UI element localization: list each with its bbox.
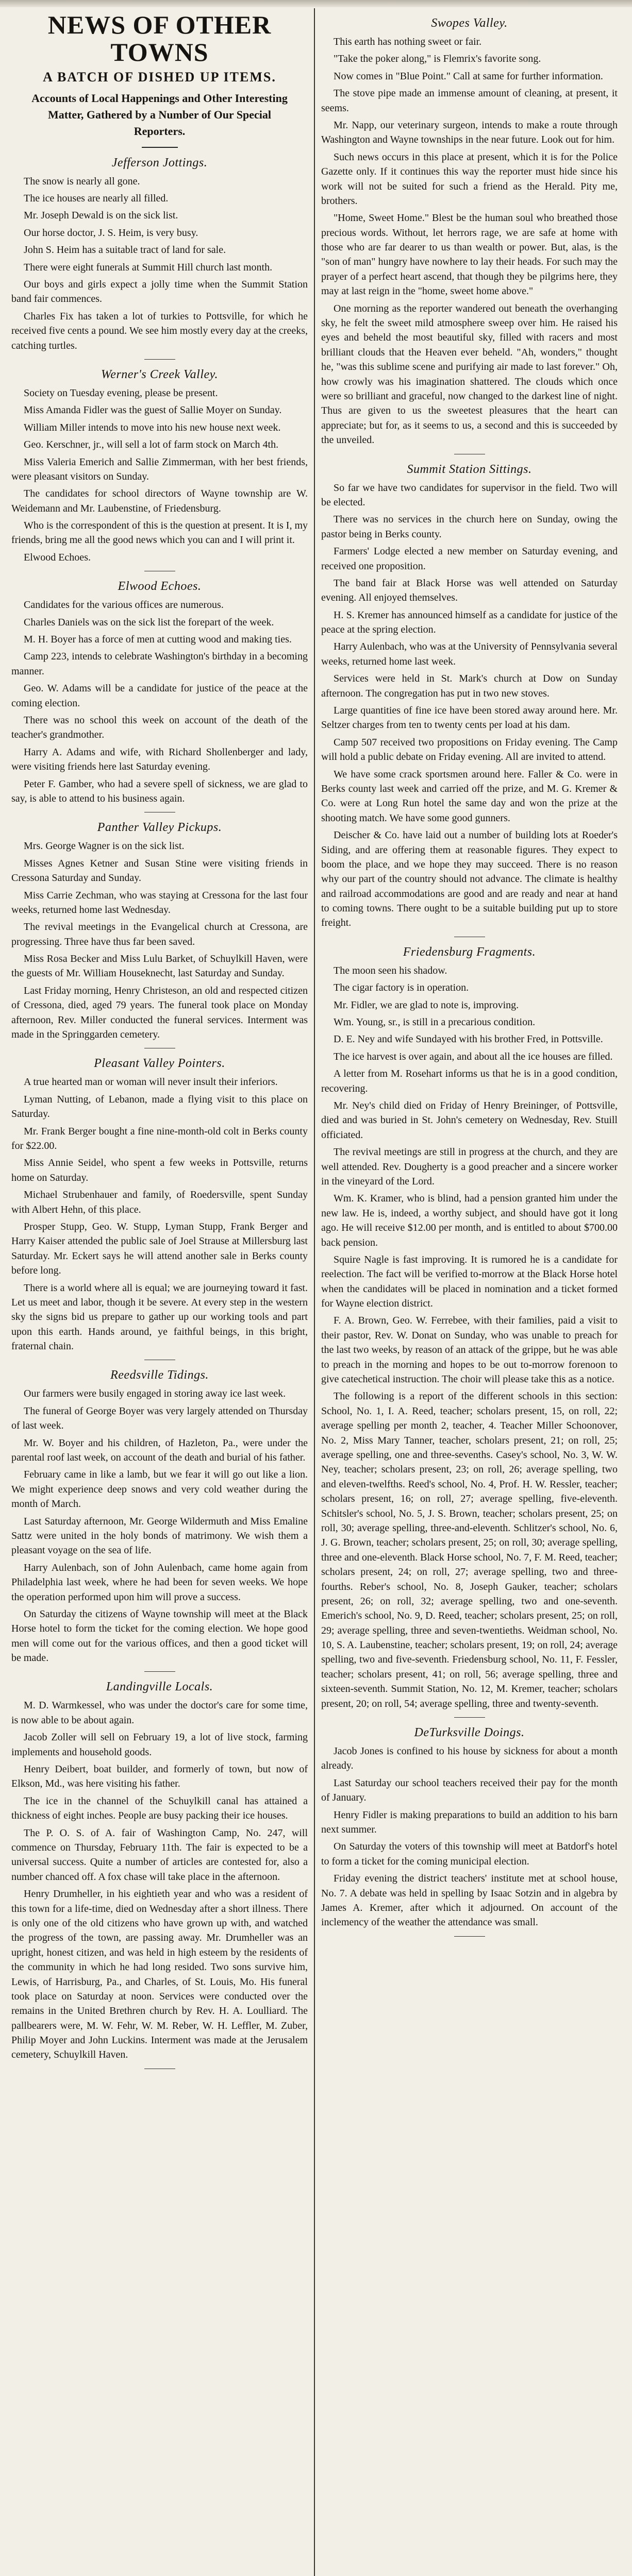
news-item: Such news occurs in this place at present, which it is for the Police Gazette only. If it continues this way the reporter must hide since his work will not be suited for such a friend as the Herald. Pity me, brothers. [321, 151, 618, 207]
news-item: On Saturday the voters of this township will meet at Batdorf's hotel to form a ticket for the coming municipal election. [321, 1841, 618, 1867]
news-item: Last Saturday our school teachers received their pay for the month of January. [321, 1777, 618, 1804]
right-sections [321, 16, 618, 1937]
news-item: Miss Annie Seidel, who spent a few weeks in Pottsville, returns home on Saturday. [11, 1157, 308, 1183]
section-elwood-echoes [11, 580, 308, 812]
news-item: Harry Aulenbach, who was at the University of Pennsylvania several weeks, returned home last week. [321, 641, 618, 667]
news-item: Our farmers were busily engaged in storing away ice last week. [24, 1388, 286, 1400]
section-reedsville-tidings [11, 1368, 308, 1672]
deck: Accounts of Local Happenings and Other Interesting Matter, Gathered by a Number of Our Special Reporters. [31, 92, 288, 138]
news-item: The stove pipe made an immense amount of cleaning, at present, it seems. [321, 88, 618, 114]
news-item: This earth has nothing sweet or fair. [334, 36, 482, 47]
section-swopes-valley [321, 16, 618, 454]
news-item: A true hearted man or woman will never insult their inferiors. [24, 1076, 278, 1088]
masthead: NEWS OF OTHER TOWNS [47, 10, 272, 66]
news-item: Our boys and girls expect a jolly time when the Summit Station band fair commences. [11, 279, 308, 305]
section-title: Werner's Creek Valley. [101, 367, 218, 381]
news-item: The band fair at Black Horse was well attended on Saturday evening. All enjoyed themselves. [321, 577, 618, 604]
news-item: Geo. W. Adams will be a candidate for justice of the peace at the coming election. [11, 683, 308, 709]
news-item: The P. O. S. of A. fair of Washington Camp, No. 247, will commence on Thursday, February 11th. The fair is expected to be a universal success. Quite a number of articles are contested for, also a number chanced off. A fox chase will take place in the afternoon. [11, 1827, 308, 1883]
news-item: The funeral of George Boyer was very largely attended on Thursday of last week. [11, 1405, 308, 1432]
section-divider [454, 1717, 485, 1718]
section-title: Elwood Echoes. [118, 580, 202, 594]
news-item: The ice houses are nearly all filled. [24, 193, 169, 205]
column-rule [314, 8, 315, 2576]
news-item: The ice in the channel of the Schuylkill canal has attained a thickness of eight inches. People are busy packing their ice houses. [11, 1795, 308, 1822]
news-item: Charles Fix has taken a lot of turkies to Pottsville, for which he received five cents a pound. We see him mostly every day at the creeks, catching turtles. [11, 310, 308, 351]
news-item: Mrs. George Wagner is on the sick list. [24, 840, 185, 852]
news-item: Henry Deibert, boat builder, and formerly of town, but now of Elkson, Md., was here visiting his father. [11, 1764, 308, 1790]
news-item: Last Friday morning, Henry Christeson, an old and respected citizen of Cressona, died, aged 79 years. The funeral took place on Monday afternoon, Rev. Miller conducted the funeral services. Interment was made in the Springgarden cemetery. [11, 985, 308, 1041]
left-column [6, 8, 313, 2576]
news-item: F. A. Brown, Geo. W. Ferrebee, with their families, paid a visit to their pastor, Rev. W. Donat on Sunday, who was unable to preach for the last two weeks, by reason of an attack of the grippe, but he was able to preach in the morning and hopes to be out to-morrow forenoon to give catechetical instruction. The choir will please take this as a notice. [321, 1315, 618, 1385]
section-summit-station-sittings [321, 463, 618, 937]
news-item: Society on Tuesday evening, please be present. [24, 387, 218, 399]
right-column [316, 8, 623, 2576]
news-item: Henry Drumheller, in his eightieth year and who was a resident of this town for a life-time, died on Wednesday after a short illness. There is only one of the old citizens who have grown up with, and watched the progress of the town, are passing away. Mr. Drumheller was an upright, honest citizen, and was held in high esteem by the residents of the community in which he had long resided. Two sons survive him, Lewis, of Harrisburg, Pa., and Charles, of St. Louis, Mo. His funeral took place on Saturday at noon. Services were conducted over the remains in the United Brethren church by Rev. H. A. Loulliard. The pallbearers were, M. W. Fehr, W. M. Reber, W. H. Leffler, M. Zuber, Philip Moyer and John Luckins. Interment was made at the Jerusalem cemetery, Schuylkill Haven. [11, 1888, 308, 2061]
news-item: The cigar factory is in operation. [334, 982, 469, 994]
section-title: Summit Station Sittings. [407, 462, 532, 476]
news-item: There was no school this week on account of the death of the teacher's grandmother. [11, 715, 308, 741]
news-item: Squire Nagle is fast improving. It is rumored he is a candidate for reelection. The fact will be verified to-morrow at the Black Horse hotel when the candidates will be placed in nomination and a ticket formed for Wayne election district. [321, 1253, 618, 1310]
news-item: The moon seen his shadow. [334, 964, 447, 976]
section-title: Landingville Locals. [106, 1680, 213, 1694]
news-item: February came in like a lamb, but we fear it will go out like a lion. We might experience deep snows and very cold weather during the month of March. [11, 1469, 308, 1510]
news-item: Harry Aulenbach, son of John Aulenbach, came home again from Philadelphia last week, where he had been for seven weeks. We hope the operation performed upon him will prove a success. [11, 1562, 308, 1603]
news-item: Friday evening the district teachers' institute met at school house, No. 7. A debate was held in spelling by Isaac Sotzin and in algebra by James A. Kremer, after which it adjourned. On account of the inclemency of the weather the attendance was small. [321, 1873, 618, 1928]
news-item: Services were held in St. Mark's church at Dow on Sunday afternoon. The congregation has put in two new stoves. [321, 673, 618, 699]
section-title: Friedensburg Fragments. [403, 945, 536, 959]
news-item: A letter from M. Rosehart informs us that he is in a good condition, recovering. [321, 1068, 618, 1094]
news-item: M. D. Warmkessel, who was under the doctor's care for some time, is now able to be about again. [11, 1700, 308, 1726]
news-item: The snow is nearly all gone. [24, 175, 140, 187]
news-item: Lyman Nutting, of Lebanon, made a flying visit to this place on Saturday. [11, 1093, 308, 1120]
section-title: Jefferson Jottings. [111, 156, 208, 170]
news-item: Jacob Jones is confined to his house by sickness for about a month already. [321, 1745, 618, 1772]
news-item: Large quantities of fine ice have been stored away around here. Mr. Seltzer charges from ten to twenty cents per load at his dam. [321, 705, 618, 731]
news-item: Candidates for the various offices are numerous. [24, 599, 224, 611]
column-container [6, 8, 626, 2576]
section-title: Swopes Valley. [431, 16, 508, 30]
news-item: Camp 507 received two propositions on Friday evening. The Camp will hold a public debate on Friday evening. All are invited to attend. [321, 736, 618, 763]
news-item: Henry Fidler is making preparations to build an addition to his barn next summer. [321, 1809, 618, 1835]
news-item: Jacob Zoller will sell on February 19, a lot of live stock, farming implements and household goods. [11, 1732, 308, 1758]
section-title: DeTurksville Doings. [414, 1726, 525, 1740]
news-item: Last Saturday afternoon, Mr. George Wildermuth and Miss Emaline Sattz were united in the holy bonds of matrimony. We wish them a pleasant voyage on the sea of life. [11, 1515, 308, 1556]
news-item: D. E. Ney and wife Sundayed with his brother Fred, in Pottsville. [334, 1033, 603, 1045]
news-item: Harry A. Adams and wife, with Richard Shollenberger and lady, were visiting friends here last Saturday evening. [11, 746, 308, 773]
news-item: Peter F. Gamber, who had a severe spell of sickness, we are glad to say, is able to attend to his business again. [11, 778, 308, 804]
news-item: There were eight funerals at Summit Hill church last month. [24, 261, 273, 273]
news-item: Mr. Ney's child died on Friday of Henry Breininger, of Pottsville, died and was buried in St. John's cemetery on Wednesday, Rev. Stuill officiated. [321, 1100, 618, 1141]
news-item: Miss Carrie Zechman, who was staying at Cressona for the last four weeks, returned home last Wednesday. [11, 889, 308, 916]
news-item: Miss Valeria Emerich and Sallie Zimmerman, with her best friends, were pleasant visitors on Sunday. [11, 456, 308, 482]
news-item: Camp 223, intends to celebrate Washington's birthday in a becoming manner. [11, 651, 308, 677]
news-item: Elwood Echoes. [24, 551, 91, 563]
news-item: Wm. Young, sr., is still in a precarious condition. [334, 1016, 536, 1028]
subhead: A BATCH OF DISHED UP ITEMS. [43, 70, 276, 84]
news-item: William Miller intends to move into his new house next week. [24, 421, 281, 433]
news-item: Mr. Joseph Dewald is on the sick list. [24, 210, 178, 222]
news-item: Misses Agnes Ketner and Susan Stine were visiting friends in Cressona Saturday and Sunday. [11, 857, 308, 884]
deck-divider [142, 147, 178, 148]
section-panther-valley-pickups [11, 821, 308, 1048]
left-sections [11, 156, 308, 2069]
news-item: There is a world where all is equal; we are journeying toward it fast. Let us meet and labor, though it be severe. At every step in the western sky the signs bid us prepare to gather up our working tools and part upon this earth. Hands around, ye faithful beings, in this bright, fraternal chain. [11, 1282, 308, 1352]
news-item: John S. Heim has a suitable tract of land for sale. [24, 244, 226, 256]
news-item: Prosper Stupp, Geo. W. Stupp, Lyman Stupp, Frank Berger and Harry Kaiser attended the public sale of Joel Strause at Millersburg last Saturday. Mr. Eckert says he will attend another sale in Berks county before long. [11, 1221, 308, 1277]
news-item: Our horse doctor, J. S. Heim, is very busy. [24, 227, 198, 239]
news-item: There was no services in the church here on Sunday, owing the pastor being in Berks county. [321, 514, 618, 540]
news-item: So far we have two candidates for supervisor in the field. Two will be elected. [321, 482, 618, 508]
news-item: Farmers' Lodge elected a new member on Saturday evening, and received one proposition. [321, 546, 618, 572]
section-title: Panther Valley Pickups. [97, 821, 222, 835]
news-item: M. H. Boyer has a force of men at cutting wood and making ties. [24, 634, 292, 646]
news-item: Wm. K. Kramer, who is blind, had a pension granted him under the new law. He is, indeed, a worthy subject, and should have got it long ago. He will receive $12.00 per month, and is entitled to about $700.00 back pension. [321, 1193, 618, 1248]
news-item: Michael Strubenhauer and family, of Roedersville, spent Sunday with Albert Hehn, of this place. [11, 1189, 308, 1215]
news-item: Mr. Frank Berger bought a fine nine-month-old colt in Berks county for $22.00. [11, 1125, 308, 1151]
news-item: The candidates for school directors of Wayne township are W. Weidemann and Mr. Laubenstine, of Friedensburg. [11, 488, 308, 514]
news-item: Mr. Fidler, we are glad to note is, improving. [334, 999, 519, 1011]
news-item: The revival meetings are still in progress at the church, and they are well attended. Rev. Dougherty is a good preacher and a sincere worker in the vineyard of the Lord. [321, 1146, 618, 1187]
news-item: "Take the poker along," is Flemrix's favorite song. [334, 53, 541, 65]
section-landingville-locals [11, 1680, 308, 2069]
section-divider [144, 1671, 175, 1672]
news-item: H. S. Kremer has announced himself as a candidate for justice of the peace at the spring election. [321, 609, 618, 636]
section-friedensburg-fragments [321, 945, 618, 1718]
news-item: "Home, Sweet Home." Blest be the human soul who breathed those precious words. Without, let herrors rage, we are safe at home with those who are far dearer to us than wealth or power. But, alas, is the "son of man" hungry have nowhere to lay their heads. For such may the prayer of a perfect heart ascend, that though they be pilgrims here, they may at last reign in the "home, sweet home above." [321, 212, 618, 297]
section-deturksville-doings [321, 1726, 618, 1937]
page-top-edge [0, 0, 632, 7]
section-divider [454, 1936, 485, 1937]
news-item: The following is a report of the different schools in this section: School, No. 1, I. A. Reed, teacher; scholars present, 15, on roll, 22; average spelling per month 2, teacher, 4. Teacher Miller Schoonover, No. 2, Miss Mary Tanner, teacher, scholars present, 21; on roll, 25; average spelling, one and three-sevenths. Casey's school, No. 3, W. W. Ney, teacher; scholars present, 23; on roll, 26; average spelling, two and eleven-twelfths. Reed's school, No. 4, Prof. H. W. Ressler, teacher; scholars present, 16; on roll, 27; average spelling, five-eleventh. Schitsler's school, No. 5, J. S. Brown, teacher; scholars present, 25; on roll, 30; average spelling, three-and-eleventh. Schlitzer's school, No. 6, J. G. Brown, teacher; scholars present, 25; on roll, 30; average spelling, three and one-eleventh. Black Horse school, No. 7, F. M. Reed, teacher; scholars present, 24; on roll, 27; average spelling, two and three-fourths. Reber's school, No. 8, Joseph Gauker, teacher; scholars present, 26; on roll, 32; average spelling, two and one-seventh. Emerich's school, No. 9, D. Reed, teacher; scholars present, 25; on roll, 29; average spelling, three and seven-twentieths. Weidman school, No. 10, S. A. Laubenstine, teacher; scholars present, 19; on roll, 24; average spelling, two and five-seventh. Friedensburg school, No. 11, F. Fessler, teacher; scholars present, 41; on roll, 56; average spelling, three and sixteen-seventh. Summit Station, No. 12, M. Kremer, teacher; scholars present, 20; on roll, 54; average spelling, three and twenty-seventh. [321, 1391, 618, 1709]
news-item: We have some crack sportsmen around here. Faller & Co. were in Berks county last week and carried off the prize, and M. G. Kremer & Co. were at Long Run hotel the same day and won the prize at the shooting match. We have some good gunners. [321, 768, 618, 824]
news-item: The ice harvest is over again, and about all the ice houses are filled. [334, 1050, 613, 1062]
section-werner-s-creek-valley [11, 368, 308, 571]
news-item: Who is the correspondent of this is the question at present. It is I, my friends, bring me all the good news which you can and I will print it. [11, 520, 308, 546]
news-item: One morning as the reporter wandered out beneath the overhanging sky, he felt the sweet mild atmosphere sweep over him. He raised his eyes and beheld the most beautiful sky, filled with racers and most brilliant clouds that the Heaven ever beheld. "Ah, wonders," thought he, "was this sublime scene and purifying air made to last forever." Oh, how crowly was his imagination shattered. The clouds which once were so brilliant and graceful, now changed to the darkest line of night. Thus are given to us the sweetest pleasures that the heart can appreciate; but for, as it seems to us, a second and this is succeeded by the unveiled. [321, 302, 618, 446]
news-item: On Saturday the citizens of Wayne township will meet at the Black Horse hotel to form the ticket for the coming election. We hope good men will come out for the various offices, and then a good ticket will be made. [11, 1608, 308, 1664]
section-divider [144, 359, 175, 360]
news-item: Deischer & Co. have laid out a number of building lots at Roeder's Siding, and are offering them at reasonable figures. They expect to boom the place, and we hope they may succeed. There is no reason why our part of the country should not advance. The climate is healthy and railroad accommodations are good and are ready and near at hand to coming towns. There ought to be a suitable building put up to store freight. [321, 829, 618, 929]
news-item: Charles Daniels was on the sick list the forepart of the week. [24, 616, 274, 628]
news-item: Miss Rosa Becker and Miss Lulu Barket, of Schuylkill Haven, were the guests of Mr. William Houseknecht, last Saturday and Sunday. [11, 953, 308, 979]
news-item: Miss Amanda Fidler was the guest of Sallie Moyer on Sunday. [24, 404, 282, 416]
news-item: Mr. W. Boyer and his children, of Hazleton, Pa., were under the parental roof last week, on account of the death and burial of his father. [11, 1437, 308, 1464]
news-item: Now comes in "Blue Point." Call at same for further information. [334, 70, 603, 82]
news-item: Geo. Kerschner, jr., will sell a lot of farm stock on March 4th. [24, 439, 279, 451]
section-title: Pleasant Valley Pointers. [94, 1057, 225, 1071]
news-item: The revival meetings in the Evangelical church at Cressona, are progressing. Three have thus far been saved. [11, 921, 308, 947]
news-item: Mr. Napp, our veterinary surgeon, intends to make a route through Washington and Wayne townships in the near future. Look out for him. [321, 119, 618, 146]
section-jefferson-jottings [11, 156, 308, 360]
section-title: Reedsville Tidings. [110, 1368, 209, 1382]
section-pleasant-valley-pointers [11, 1057, 308, 1360]
